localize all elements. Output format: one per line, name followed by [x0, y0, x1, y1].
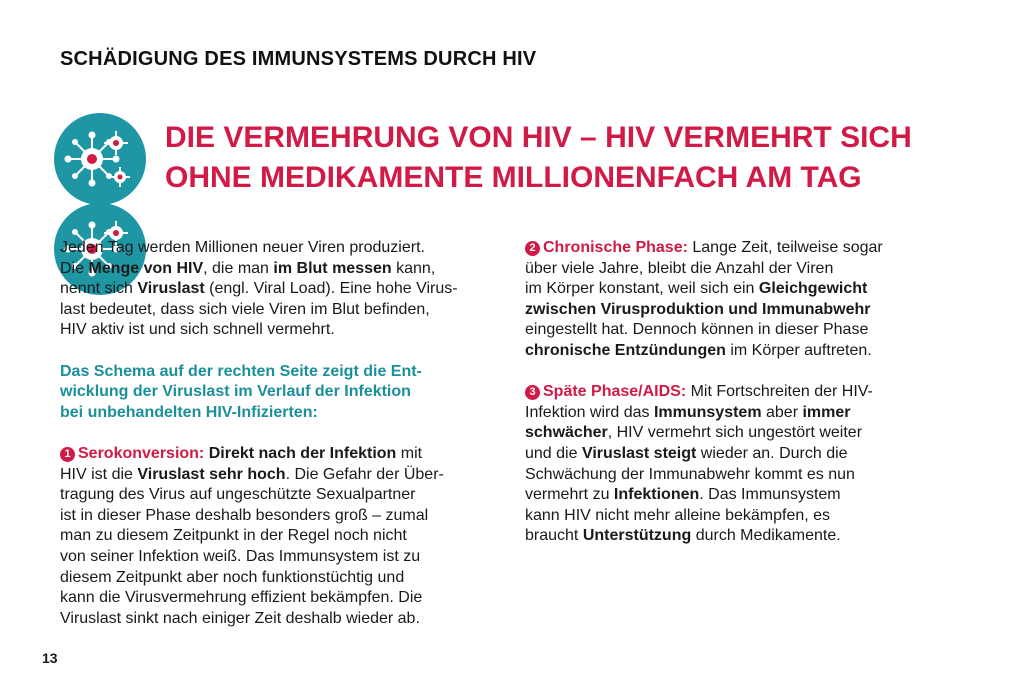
headline-line: OHNE MEDIKAMENTE MILLIONENFACH AM TAG [165, 161, 862, 194]
phase-number-badge: 2 [525, 241, 540, 256]
bold-term: chronische Entzündungen [525, 341, 726, 359]
text-line: Das Schema auf der rechten Seite zeigt die Ent- [60, 362, 422, 380]
phase3-paragraph [525, 382, 945, 547]
text-run: Mit Fortschreiten der HIV- [686, 383, 873, 401]
bold-term: Direkt nach der Infektion [208, 444, 397, 462]
bold-term: Infektionen [613, 486, 700, 504]
bold-term: Viruslast [137, 280, 205, 298]
text-line [525, 526, 945, 547]
text-run: Die [60, 259, 89, 277]
text-line: eingestellt hat. Dennoch können in dieser Phase [525, 321, 869, 339]
text-line [525, 444, 945, 465]
text-run: im Körper auftreten. [725, 341, 872, 359]
bold-term: Viruslast sehr hoch [137, 465, 286, 483]
text-line [525, 382, 945, 403]
text-run: braucht [525, 527, 583, 545]
headline [165, 118, 925, 198]
text-line: von seiner Infektion weiß. Das Immunsystem ist zu [60, 547, 421, 565]
bold-term: Viruslast steigt [581, 444, 697, 462]
text-line [525, 423, 945, 444]
phase-number-badge: 3 [525, 385, 540, 400]
text-run: vermehrt zu [525, 486, 614, 504]
text-run: (engl. Viral Load). Eine hohe Virus- [204, 280, 458, 298]
text-line: Viruslast sinkt nach einiger Zeit deshalb wieder ab. [60, 609, 420, 627]
headline-line: DIE VERMEHRUNG VON HIV – HIV VERMEHRT SICH [165, 121, 912, 154]
bold-term: Immunsystem [653, 403, 762, 421]
section-title: SCHÄDIGUNG DES IMMUNSYSTEMS DURCH HIV [60, 48, 537, 70]
text-line: HIV aktiv ist und sich schnell vermehrt. [60, 321, 335, 339]
phase-number-badge: 1 [60, 447, 75, 462]
text-line: kann HIV nicht mehr alleine bekämpfen, es [525, 506, 831, 524]
left-column [60, 238, 500, 650]
bold-term: immer [802, 403, 851, 421]
bold-line: zwischen Virusproduktion und Immunabwehr [525, 300, 871, 318]
text-line: kann die Virusvermehrung effizient bekämpfen. Die [60, 589, 423, 607]
bold-term: Unterstützung [582, 527, 692, 545]
text-run: . Das Immunsystem [699, 486, 841, 504]
text-line [60, 465, 500, 486]
text-run: und die [525, 444, 582, 462]
phase1-paragraph [60, 444, 500, 629]
text-line: bei unbehandelten HIV-Infizierten: [60, 403, 318, 421]
bold-term: Menge von HIV [88, 259, 204, 277]
phase-title: Chronische Phase: [543, 239, 688, 256]
text-line: man zu diesem Zeitpunkt in der Regel noch nicht [60, 527, 407, 545]
text-line: Schwächung der Immunabwehr kommt es nun [525, 465, 855, 483]
text-line: tragung des Virus auf ungeschützte Sexualpartner [60, 486, 416, 504]
text-line [525, 238, 945, 259]
intro-paragraph [60, 238, 500, 341]
text-run: durch Medikamente. [691, 527, 841, 545]
phase-title: Serokonversion: [78, 444, 205, 462]
phase2-paragraph [525, 238, 945, 362]
text-run: HIV ist die [60, 465, 138, 483]
phase-title: Späte Phase/AIDS: [543, 383, 687, 401]
text-run: Infektion wird das [525, 403, 654, 421]
text-line: über viele Jahre, bleibt die Anzahl der Viren [525, 259, 834, 277]
virus-cluster-icon [54, 113, 146, 205]
text-line [525, 279, 945, 300]
text-run: Lange Zeit, teilweise sogar [687, 239, 883, 256]
bold-term: schwächer [525, 424, 608, 442]
text-run: kann, [391, 259, 436, 277]
bold-term: Gleichgewicht [758, 280, 868, 298]
schema-paragraph [60, 362, 500, 424]
text-line: diesem Zeitpunkt aber noch funktionstüchtig und [60, 568, 405, 586]
text-line [525, 403, 945, 424]
text-run: . Die Gefahr der Über- [285, 465, 444, 483]
text-run: , HIV vermehrt sich ungestört weiter [607, 424, 863, 442]
text-run: im Körper konstant, weil sich ein [525, 280, 759, 298]
text-line: wicklung der Viruslast im Verlauf der Infektion [60, 383, 411, 401]
text-line: last bedeutet, dass sich viele Viren im Blut befinden, [60, 300, 430, 318]
text-line [525, 341, 945, 362]
bold-term: im Blut messen [273, 259, 392, 277]
text-line: Jeden Tag werden Millionen neuer Viren produziert. [60, 239, 425, 256]
text-line: ist in dieser Phase deshalb besonders groß – zumal [60, 506, 429, 524]
text-run: , die man [203, 259, 274, 277]
text-line [525, 485, 945, 506]
text-run: nennt sich [60, 280, 138, 298]
page-number: 13 [42, 650, 58, 666]
text-run: mit [396, 444, 423, 462]
right-column [525, 238, 945, 568]
text-run: aber [761, 403, 803, 421]
text-line [60, 444, 500, 465]
text-line [60, 279, 500, 300]
text-line [60, 259, 500, 280]
text-run: wieder an. Durch die [696, 444, 848, 462]
